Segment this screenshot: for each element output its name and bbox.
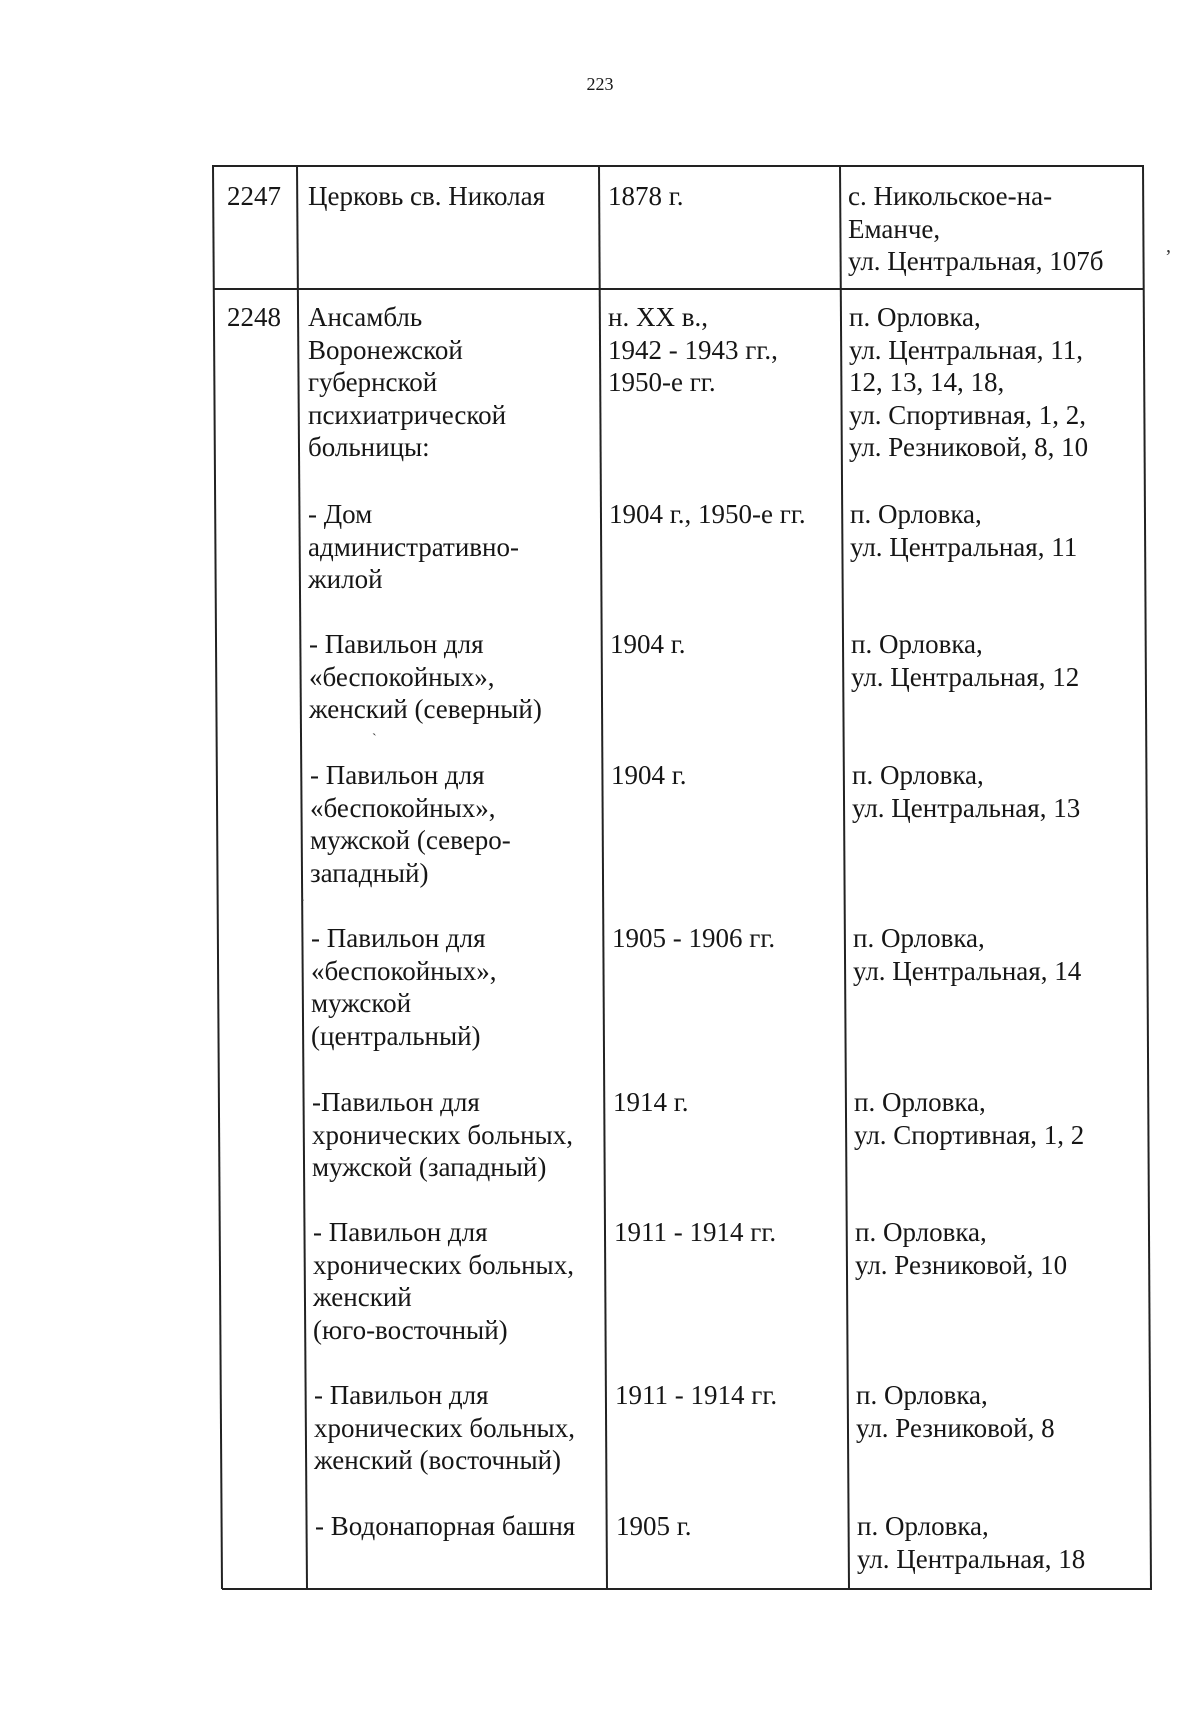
scan-speck: ` <box>372 732 377 747</box>
object-date: 1914 г. <box>613 1087 689 1117</box>
column-rule-2 <box>599 165 607 1589</box>
column-rule-3 <box>840 165 849 1589</box>
page-number: 223 <box>586 74 614 94</box>
object-name: - Дом административно- жилой <box>308 499 519 594</box>
table-right-border <box>1143 165 1151 1589</box>
column-rule-1 <box>297 165 307 1589</box>
object-name: Церковь св. Николая <box>308 181 545 211</box>
object-date: 1904 г. <box>611 760 687 790</box>
object-address: п. Орловка, ул. Центральная, 18 <box>857 1511 1086 1574</box>
scan-speck: . <box>301 890 305 905</box>
object-address: п. Орловка, ул. Центральная, 12 <box>851 629 1080 692</box>
object-name: - Водонапорная башня <box>315 1511 576 1541</box>
object-address: п. Орловка, ул. Спортивная, 1, 2 <box>854 1087 1085 1150</box>
object-address: п. Орловка, ул. Центральная, 13 <box>852 760 1081 823</box>
object-name: Ансамбль Воронежской губернской психиатрической больницы: <box>308 302 507 462</box>
object-address: п. Орловка, ул. Резниковой, 10 <box>855 1217 1068 1280</box>
object-address: п. Орловка, ул. Резниковой, 8 <box>856 1380 1055 1443</box>
object-date: 1911 - 1914 гг. <box>615 1380 778 1410</box>
object-date: н. XX в., 1942 - 1943 гг., 1950-е гг. <box>608 302 778 397</box>
row-number: 2247 <box>227 181 281 211</box>
object-date: 1905 г. <box>616 1511 692 1541</box>
object-date: 1904 г., 1950-е гг. <box>609 499 806 529</box>
row-number: 2248 <box>227 302 281 332</box>
object-address: п. Орловка, ул. Центральная, 11 <box>850 499 1078 562</box>
object-date: 1904 г. <box>610 629 686 659</box>
object-name: - Павильон для «беспокойных», женский (северный) <box>309 629 542 724</box>
scan-speck: , <box>1166 235 1171 257</box>
object-date: 1911 - 1914 гг. <box>614 1217 777 1247</box>
table-left-border <box>213 165 222 1589</box>
object-name: - Павильон для «беспокойных», мужской (северо- западный) <box>310 760 511 888</box>
object-address: п. Орловка, ул. Центральная, 11, 12, 13, 14, 18, ул. Спортивная, 1, 2, ул. Резниковой, 8, 10 <box>849 302 1089 462</box>
object-date: 1905 - 1906 гг. <box>612 923 776 953</box>
object-name: - Павильон для «беспокойных», мужской (центральный) <box>311 923 497 1051</box>
object-name: - Павильон для хронических больных, женский (восточный) <box>314 1380 575 1475</box>
object-date: 1878 г. <box>608 181 684 211</box>
object-address: п. Орловка, ул. Центральная, 14 <box>853 923 1082 986</box>
object-name: -Павильон для хронических больных, мужской (западный) <box>312 1087 573 1182</box>
object-address: с. Никольское-на- Еманче, ул. Центральная, 107б <box>848 181 1104 276</box>
object-name: - Павильон для хронических больных, женский (юго-восточный) <box>313 1217 574 1345</box>
